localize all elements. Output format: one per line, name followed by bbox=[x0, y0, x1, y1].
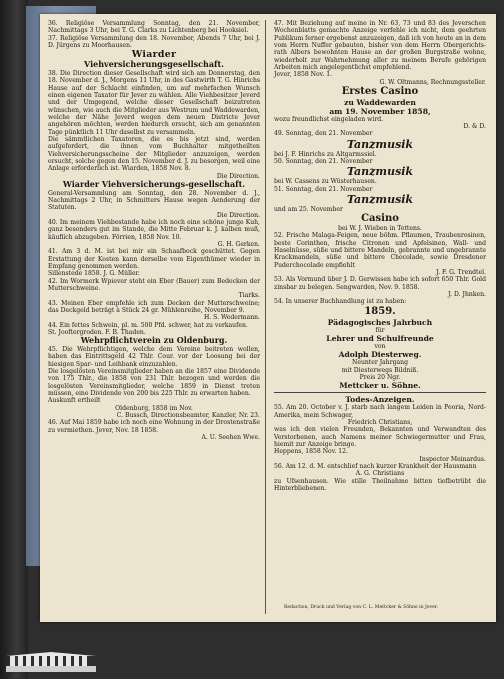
left-column-paragraph: 44. Ein fettes Schwein, pl. m. 500 Pfd. schwer, hat zu verkaufen. bbox=[48, 321, 248, 329]
right-column-heading: für bbox=[375, 326, 385, 334]
left-column-heading: C. Bussch, Directionsbeamter, Kanzler, Nr. 23. bbox=[116, 412, 260, 419]
right-column-rule bbox=[274, 392, 486, 393]
right-column-heading: am 19. November 1858, bbox=[329, 106, 431, 116]
left-column-heading: A. U. Seehen Wwe. bbox=[201, 434, 260, 442]
right-column-paragraph: und am 25. November bbox=[274, 206, 343, 213]
right-column bbox=[274, 20, 486, 492]
left-column-paragraph: 40. Im meinem Viehbestande habe ich noch eine schöne junge Kuh, ganz besonders gut im Stande, die Mitte Februar k. J. kalben muß, käuflich abzugeben. Förrien, 1858 Nov. 10. bbox=[48, 218, 260, 241]
right-column-paragraph: bei J. F. Hinrichs zu Altgarmssiel. bbox=[274, 150, 377, 158]
left-column-heading: H. S. Wedermann. bbox=[203, 314, 260, 322]
right-column-paragraph: 50. Sonntag, den 21. November bbox=[274, 157, 373, 165]
left-column-paragraph: St. Jooftergroden. F. B. Thaden. bbox=[48, 329, 146, 337]
right-column-heading: Pädagogisches Jahrbuch bbox=[327, 317, 433, 327]
right-column-heading: Friedrich Christians, bbox=[347, 419, 413, 427]
right-column-paragraph: 52. Frische Malaga-Feigen, neue böhm. Pflaumen, Traubenrosinen, beste Corinthen, frische Citronen und Apfelsinen, Wall- und Haselnüsse, süße und bittere Mandeln, gebrannte und ungebrannte Krackmandeln, süße und bittere Chocolade, sowie Dresdener Puderchocolade empfiehlt bbox=[274, 232, 486, 269]
left-column bbox=[48, 20, 260, 441]
right-column-heading: Lehrer und Schulfreunde bbox=[326, 333, 434, 343]
left-column-paragraph: Die sämmtlichen Taxatoren, die es bis jetzt sind, werden aufgefordert, die ihnen vom Buchhalter mitgetheilten Viehversicherungsscheine der Mitglieder anzuzeigen, werden ersucht, solche gegen den 15. November d. J. zu besorgen, weil eine Anlage erforderlich ist. Wiarden, 1858 Nov. 8. bbox=[48, 135, 260, 173]
right-column-paragraph: Jever, 1858 Nov. 1. bbox=[274, 71, 333, 79]
left-column-heading: Die Direction. bbox=[216, 211, 260, 219]
left-column-heading: Oldenburg, 1858 im Nov. bbox=[115, 404, 193, 412]
right-column-paragraph: bei W. Cassens zu Wüsterhausen. bbox=[274, 178, 377, 186]
right-column-heading: Preis 20 Ngr. bbox=[359, 374, 401, 381]
column-divider bbox=[265, 20, 266, 614]
right-column-heading: von bbox=[374, 342, 386, 350]
right-column-heading: J. D. Jhnken. bbox=[448, 290, 486, 298]
right-column-heading: bei W. J. Wieben in Tettens. bbox=[338, 224, 422, 232]
right-column-heading: Tanzmusik bbox=[346, 193, 414, 206]
right-column-heading: Tanzmusik bbox=[346, 137, 414, 151]
left-column-heading: Wiarder bbox=[131, 49, 177, 61]
right-column-heading: mit Diesterwegs Bildniß. bbox=[341, 366, 419, 374]
right-column-paragraph: 53. Als Vormund über J. D. Gerwissen habe ich sofort 650 Thlr. Gold zinsbar zu belegen. Sengwarden, Nov. 9. 1858. bbox=[274, 276, 486, 291]
right-column-heading: Mettcker u. Söhne. bbox=[339, 381, 421, 391]
imprint-footer: Redaction, Druck und Verlag von C. L. Mettcker & Söhne in Jever. bbox=[283, 605, 439, 610]
left-column-paragraph: 37. Religiöse Versammlung den 18. November, Abends 7 Uhr, bei J. D. Jürgens zu Moorhausen. bbox=[48, 34, 260, 50]
background-bottom bbox=[40, 650, 496, 679]
right-column-paragraph: 56. Am 12. d. M. entschlief nach kurzer Krankheit der Hausmann bbox=[274, 463, 477, 471]
right-column-heading: 1859. bbox=[364, 305, 396, 317]
left-column-heading: Wehrpflichtverein zu Oldenburg. bbox=[80, 335, 228, 346]
left-column-paragraph: 36. Religiöse Versammlung Sonntag, den 21. November, Nachmittags 3 Uhr, bei T. G. Clarks zu Lichtenberg bei Hooksiel. bbox=[48, 20, 260, 35]
right-column-paragraph: Heppens, 1858 Nov. 12. bbox=[274, 448, 348, 456]
right-column-heading: G. W. Oltmanns, Rechnungssteller. bbox=[379, 78, 486, 86]
left-column-paragraph: 38. Die Direction dieser Gesellschaft wird sich am Donnerstag, den 18. November d. J., Morgens 11 Uhr, in des Gastwirth T. G. Hinrichs Hause auf der Schlacht einfinden, um auf mehrfachen Wunsch einen eigenen Taxator für Jever zu wählen. Alle Viehbesitzer Jeverd und der Umgegend, welche dieser Gesellschaft beizutreten wünschen, wie auch die Mitglieder aus Westrum und Waddewarden, welche der Nähe Jeverd wegen dem neuen Districte Jever angehören möchten, werden hiedurch ersucht, sich am genannten Tage pünktlich 11 Uhr daselbst zu versammeln. bbox=[48, 69, 260, 136]
left-column-heading: G. H. Gerken. bbox=[217, 240, 260, 248]
left-column-paragraph: 41. Am 3 d. M. ist bei mir ein Schaafbock geschüttet. Gegen Erstattung der Kosten kann derselbe vom Eigenthümer wieder in Empfang genommen werden. bbox=[48, 248, 260, 270]
left-column-heading: Viehversicherungsgesellschaft. bbox=[84, 59, 224, 70]
left-column-paragraph: Sillenstede 1858. J. G. Müller. bbox=[48, 270, 140, 278]
right-column-heading: A. G. Christians bbox=[355, 470, 405, 478]
right-column-paragraph: was ich den vielen Freunden, Bekannten und Verwandten des Verstorbenen, auch Namens meiner Schwiegermutter und Frau, hiemit zur Anzeige bringe. bbox=[274, 426, 486, 449]
left-column-heading: Wiarder Viehversicherungs-gesellschaft. bbox=[62, 179, 246, 190]
right-column-heading: Adolph Diesterweg. bbox=[338, 350, 422, 360]
right-column-paragraph: 54. In unserer Buchhandlung ist zu haben: bbox=[274, 298, 407, 306]
left-column-heading: Tiarks. bbox=[238, 292, 260, 300]
left-column-paragraph: 43. Meinen Eber empfehle ich zum Decken der Mutterschweine; das Deckgeld beträgt à Stück 24 gr. Mühlenreihe, November 9. bbox=[48, 299, 260, 315]
book-spine bbox=[0, 0, 28, 679]
right-column-heading: Todes-Anzeigen. bbox=[345, 395, 415, 405]
left-column-paragraph: Auskunft ertheilt bbox=[48, 397, 101, 405]
right-column-heading: zu Waddewarden bbox=[344, 97, 416, 107]
left-column-heading: Die Direction. bbox=[216, 172, 260, 180]
right-column-heading: Neunter Jahrgang bbox=[352, 359, 408, 367]
left-column-paragraph: General-Versammlung am Sonntag, den 28. November d. J., Nachmittags 2 Uhr, in Schmitters Hause wegen Aenderung der Statuten. bbox=[48, 189, 260, 212]
right-column-paragraph: 55. Am 20. October v. J. starb nach langem Leiden in Peoria, Nord-Amerika, mein Schwager, bbox=[274, 404, 486, 419]
left-column-paragraph: 45. Die Wehrpflichtigen, welche dem Vereine beitreten wollen, haben das Eintrittsgeld 42 Thlr. Cour. vor der Loosung bei der hiesigen Spar- und Leihbank einzuzahlen. bbox=[48, 345, 260, 368]
right-column-paragraph: 51. Sonntag, den 21. November bbox=[274, 185, 373, 193]
left-column-paragraph: 42. Im Wormerk Wpiever steht ein Eber (Bauer) zum Bedecken der Mutterschweine. bbox=[48, 277, 260, 292]
right-column-heading: Erstes Casino bbox=[341, 86, 419, 98]
right-column-heading: Inspector Meinardus. bbox=[419, 455, 486, 463]
right-column-paragraph: wozu freundlichst eingeladen wird. bbox=[274, 115, 384, 123]
right-column-paragraph: 49. Sonntag, den 21. November bbox=[274, 130, 373, 138]
newspaper-page bbox=[40, 14, 496, 622]
left-column-paragraph: 46. Auf Mai 1859 habe ich noch eine Wohnung in der Drostenstraße zu vermiethen. Jever, Nov. 18 1858. bbox=[48, 419, 260, 434]
right-column-paragraph: 47. Mit Beziehung auf meine in Nr. 63, 73 und 83 des Jeverschen Wochenblatts gemachte Anzeige verfehle ich nicht, dem geehrten Publikum ferner ergebenst anzuzeigen, daß ich von heute an in dem vom Herrn Nuffer gebauten, bisher von dem Herrn Obergerichts-rath Albers bewohnten Hause an der großen Burgstraße wohne, wiederholt zur Wahrnehmung aller zu meinem Berufe gehörigen Arbeiten mich angelegentlichst empfehlend. bbox=[274, 20, 486, 72]
right-column-heading: Tanzmusik bbox=[346, 165, 414, 179]
left-column-paragraph: Die losgelösten Vereinsmitglieder haben an die 1857 eine Dividende von 175 Thlr., die 1858 von 231 Thlr. bezogen und werden die losgelösten Vereinsmitglieder, welche 1859 in Dienst treten müssen, eine Dividende von 200 bis 225 Thlr. zu erwarten haben. bbox=[48, 367, 260, 397]
right-column-paragraph: zu Ufsenhausen. Wie stille Theilnahme bitten tiefbetrübt die Hinterbliebenen. bbox=[274, 477, 486, 493]
right-column-heading: Casino bbox=[361, 213, 399, 225]
library-logo-icon bbox=[6, 652, 106, 674]
right-column-heading: D. & D. bbox=[463, 122, 486, 130]
right-column-heading: J. F. G. Trendtel. bbox=[436, 268, 486, 276]
